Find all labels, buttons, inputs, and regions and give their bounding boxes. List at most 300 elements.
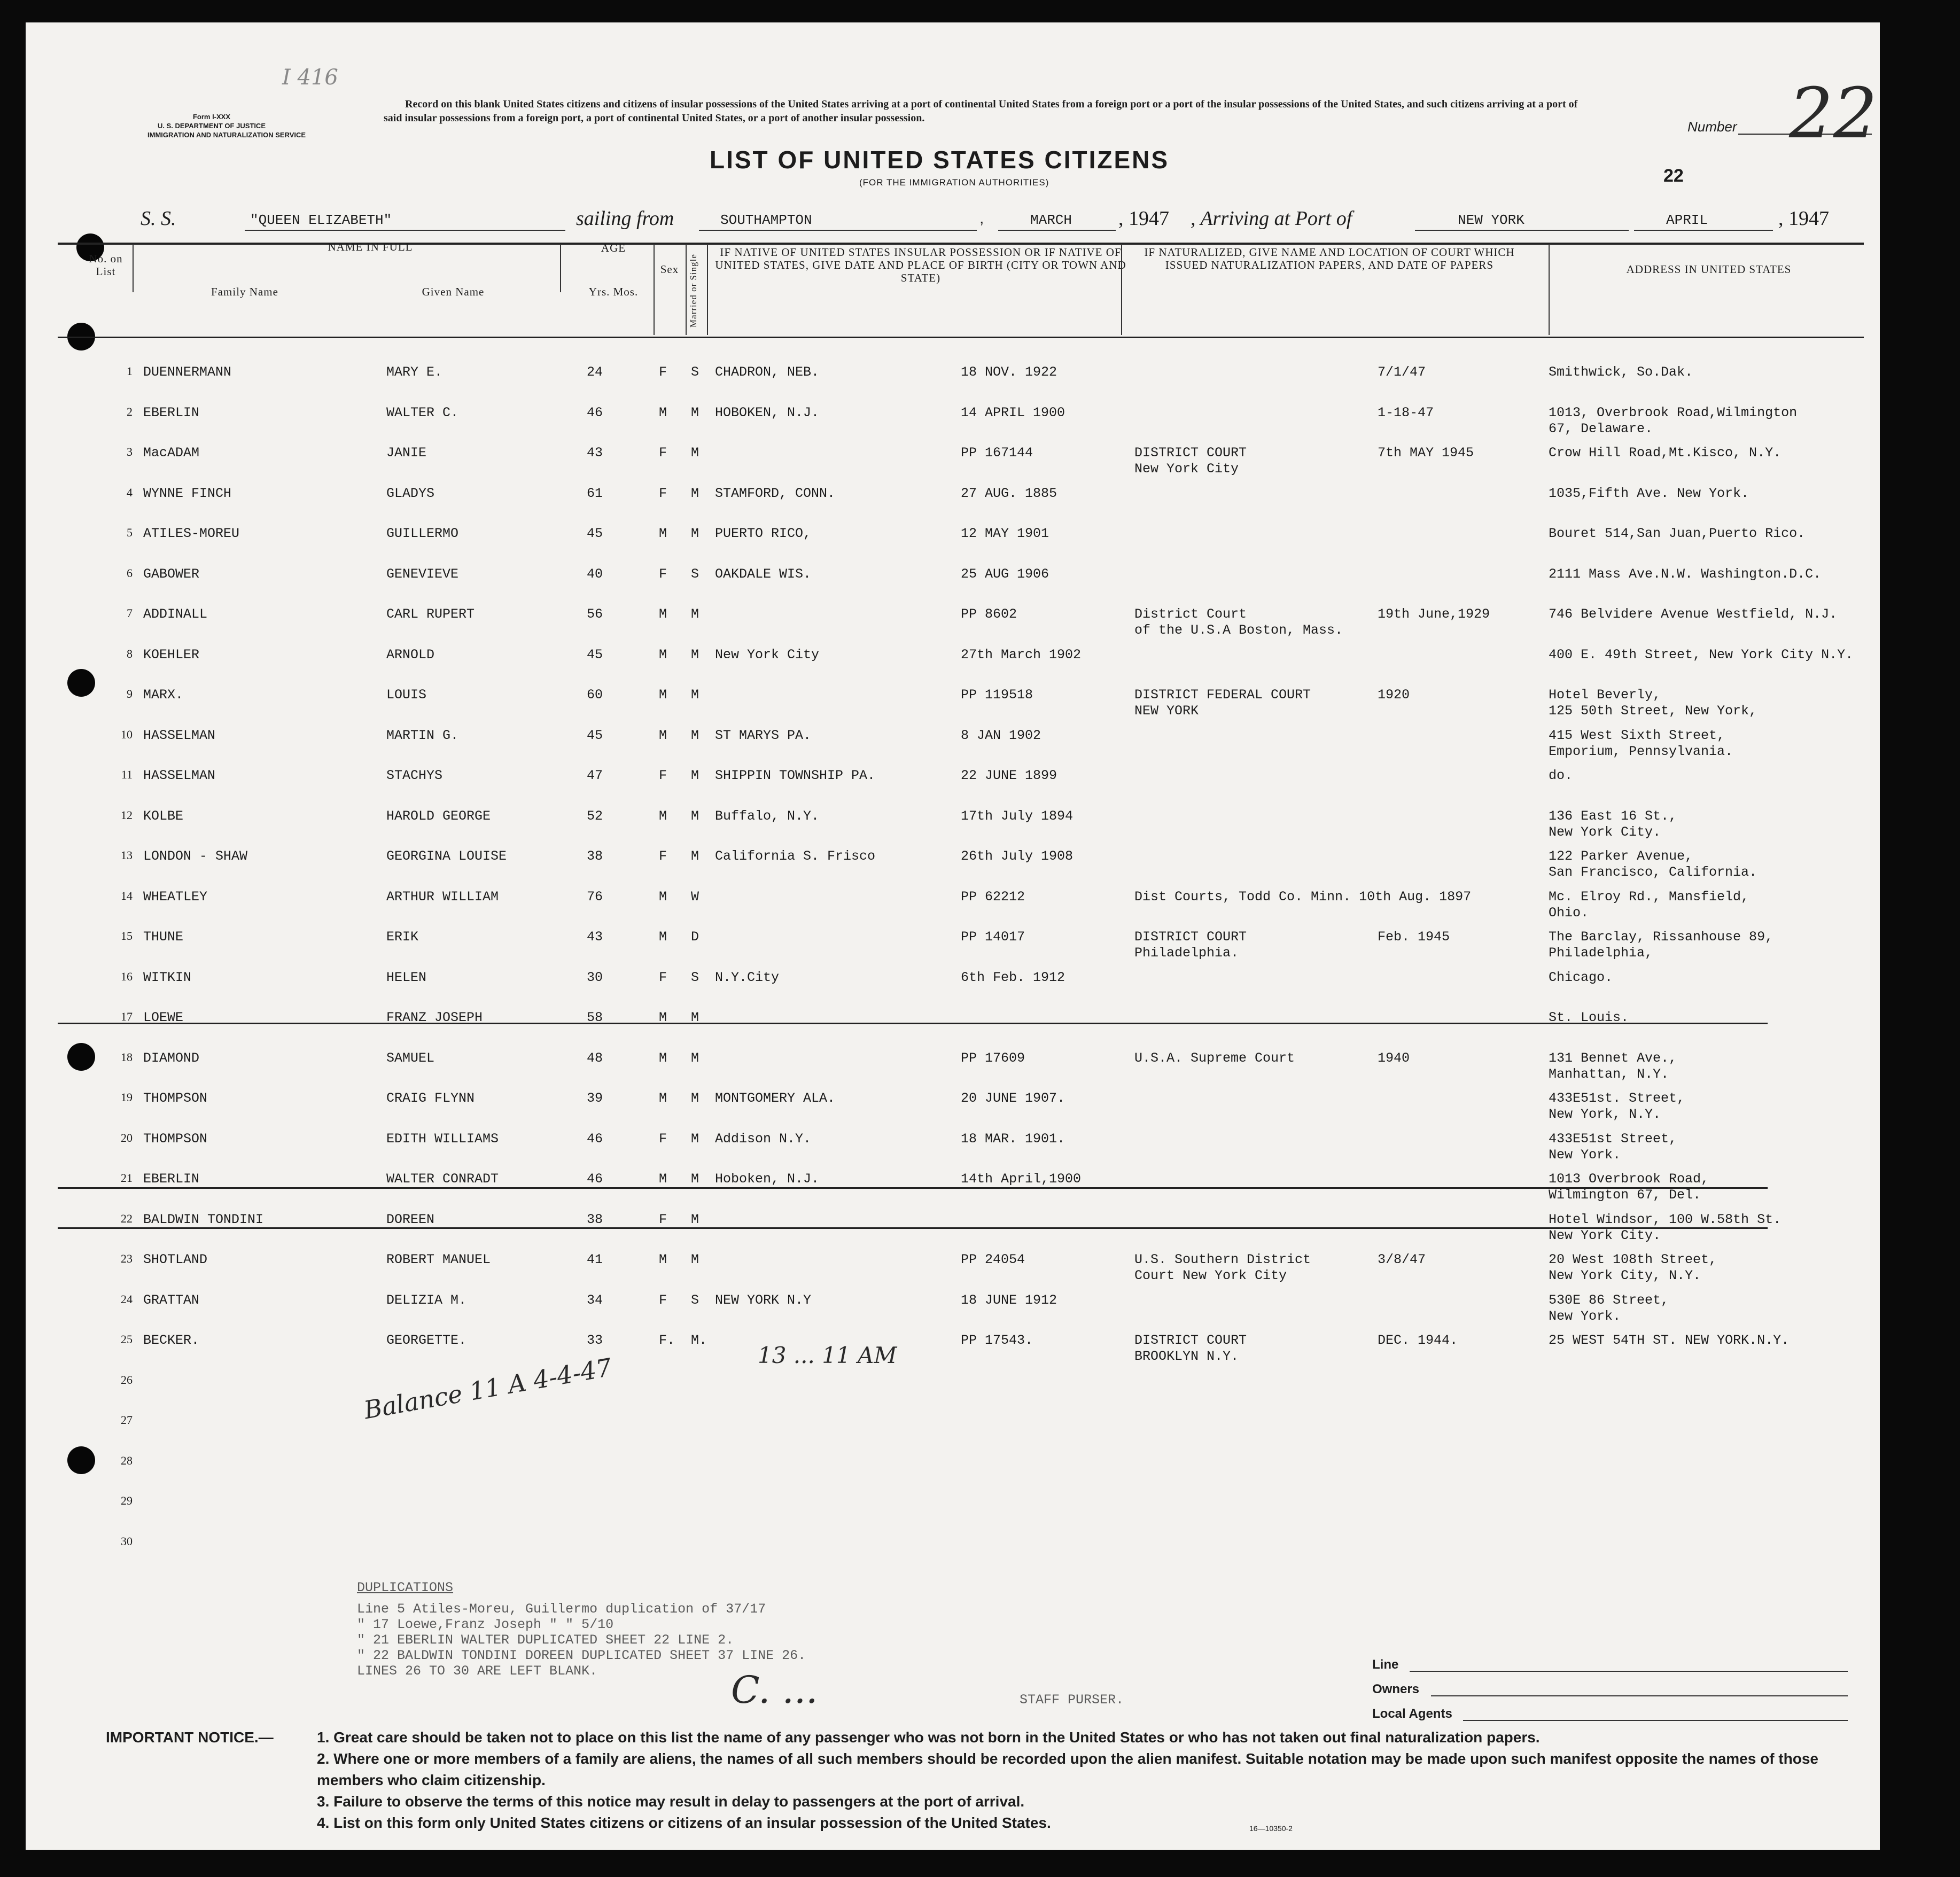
col-header-married-or-single: Married or Single bbox=[688, 254, 698, 328]
cell-sex: M bbox=[659, 889, 667, 905]
cell-date: 18 MAR. 1901. bbox=[961, 1131, 1065, 1147]
cell-ms: M. bbox=[691, 1333, 707, 1348]
print-code: 16—10350-2 bbox=[1249, 1824, 1293, 1833]
cell-date: PP 14017 bbox=[961, 929, 1025, 945]
row-number: 22 bbox=[121, 1211, 133, 1225]
cell-family: WYNNE FINCH bbox=[143, 485, 232, 501]
cell-given: HELEN bbox=[386, 969, 427, 985]
cell-sex: M bbox=[659, 647, 667, 663]
duplication-line: " 17 Loewe,Franz Joseph " " 5/10 bbox=[357, 1617, 614, 1632]
column-divider bbox=[686, 244, 687, 335]
cell-family: WITKIN bbox=[143, 969, 192, 985]
manifest-sheet bbox=[26, 22, 1880, 1850]
cell-sex: F bbox=[659, 1292, 667, 1308]
cell-sex: M bbox=[659, 606, 667, 622]
cell-given: FRANZ JOSEPH bbox=[386, 1010, 483, 1025]
cell-place: HOBOKEN, N.J. bbox=[715, 404, 820, 420]
cell-age: 45 bbox=[587, 727, 603, 743]
cell-age: 46 bbox=[587, 404, 603, 420]
cell-sex: F. bbox=[659, 1333, 675, 1348]
cell-ms: S bbox=[691, 364, 699, 380]
cell-age: 34 bbox=[587, 1292, 603, 1308]
cell-ms: M bbox=[691, 1252, 699, 1267]
cell-age: 43 bbox=[587, 929, 603, 945]
duplications-list bbox=[357, 1601, 806, 1679]
cell-family: WHEATLEY bbox=[143, 889, 208, 905]
cell-address: 530E 86 Street, bbox=[1549, 1292, 1669, 1308]
row-number: 21 bbox=[121, 1171, 133, 1185]
row-number: 5 bbox=[127, 526, 133, 539]
col-header-address: ADDRESS IN UNITED STATES bbox=[1626, 263, 1792, 276]
cell-age: 46 bbox=[587, 1131, 603, 1147]
cell-address: Hotel Beverly, bbox=[1549, 687, 1661, 703]
cell-age: 56 bbox=[587, 606, 603, 622]
cell-date: 6th Feb. 1912 bbox=[961, 969, 1065, 985]
cell-place: Buffalo, N.Y. bbox=[715, 808, 820, 824]
cell-date: PP 17543. bbox=[961, 1333, 1033, 1348]
row-number: 18 bbox=[121, 1050, 133, 1064]
col-header-no-on-list: No. on List bbox=[89, 252, 123, 278]
cell-sex: M bbox=[659, 727, 667, 743]
cell-ms: M bbox=[691, 1171, 699, 1187]
cell-sex: M bbox=[659, 1091, 667, 1106]
cell-ms: M bbox=[691, 485, 699, 501]
cell-family: THOMPSON bbox=[143, 1091, 208, 1106]
cell-family: ATILES-MOREU bbox=[143, 526, 240, 541]
row-number: 15 bbox=[121, 929, 133, 943]
local-agents-label: Local Agents bbox=[1372, 1707, 1452, 1721]
row-number: 26 bbox=[121, 1373, 133, 1387]
cell-place: MONTGOMERY ALA. bbox=[715, 1091, 836, 1106]
col-header-age: AGE bbox=[601, 242, 626, 254]
cell-ms: M bbox=[691, 445, 699, 461]
form-instructions: Record on this blank United States citizens and citizens of insular possessions of the United States arriving at a port of continental United States from a foreign port or a port of the insular possessions of the United States, and such citizens arriving at a port of said insular possessions from a foreign port, a port of continental United States, or a port of another insular possession. bbox=[384, 98, 1578, 124]
col-header-name-in-full: NAME IN FULL bbox=[328, 240, 413, 253]
strike-line-row-22 bbox=[58, 1227, 1768, 1229]
cell-place: New York City bbox=[715, 647, 820, 663]
cell-given: LOUIS bbox=[386, 687, 427, 703]
cell-address2: New York City. bbox=[1549, 824, 1661, 840]
cell-given: WALTER C. bbox=[386, 404, 459, 420]
column-divider bbox=[560, 244, 561, 292]
cell-family: HASSELMAN bbox=[143, 727, 216, 743]
row-number: 14 bbox=[121, 889, 133, 902]
cell-given: ARNOLD bbox=[386, 647, 435, 663]
row-number: 28 bbox=[121, 1453, 133, 1467]
row-number: 2 bbox=[127, 404, 133, 418]
punch-hole bbox=[67, 669, 95, 697]
cell-date: PP 119518 bbox=[961, 687, 1033, 703]
cell-sex: F bbox=[659, 485, 667, 501]
cell-family: BALDWIN TONDINI bbox=[143, 1211, 264, 1227]
row-number: 29 bbox=[121, 1494, 133, 1507]
cell-date: 27th March 1902 bbox=[961, 647, 1082, 663]
cell-sex: M bbox=[659, 687, 667, 703]
cell-family: KOLBE bbox=[143, 808, 184, 824]
cell-place: Hoboken, N.J. bbox=[715, 1171, 820, 1187]
cell-address: 25 WEST 54TH ST. NEW YORK.N.Y. bbox=[1549, 1333, 1790, 1348]
cell-age: 30 bbox=[587, 969, 603, 985]
duplications-heading: DUPLICATIONS bbox=[357, 1580, 454, 1595]
cell-family: SHOTLAND bbox=[143, 1252, 208, 1267]
cell-address: 136 East 16 St., bbox=[1549, 808, 1677, 824]
cell-family: DIAMOND bbox=[143, 1050, 200, 1066]
cell-given: ERIK bbox=[386, 929, 419, 945]
sheet-number-handwritten: 22 bbox=[1789, 73, 1878, 154]
cell-sex: F bbox=[659, 445, 667, 461]
cell-given: CARL RUPERT bbox=[386, 606, 475, 622]
column-divider bbox=[654, 244, 655, 335]
cell-address: Smithwick, So.Dak. bbox=[1549, 364, 1693, 380]
cell-place: OAKDALE WIS. bbox=[715, 566, 812, 582]
duplication-line: LINES 26 TO 30 ARE LEFT BLANK. bbox=[357, 1663, 598, 1679]
cell-date: 17th July 1894 bbox=[961, 808, 1074, 824]
row-number: 19 bbox=[121, 1091, 133, 1104]
cell-address2: Philadelphia, bbox=[1549, 945, 1653, 961]
row-number: 11 bbox=[121, 768, 133, 781]
notice-item: 2. Where one or more members of a family are aliens, the names of all such members should be recorded upon the alien manifest. Suitable notation may be made upon such manifest opposite the names of those members who claim citizenship. bbox=[317, 1750, 1818, 1788]
cell-sex: M bbox=[659, 1050, 667, 1066]
cell-ms: M bbox=[691, 647, 699, 663]
cell-family: EBERLIN bbox=[143, 404, 200, 420]
row-number: 4 bbox=[127, 485, 133, 499]
column-divider bbox=[707, 244, 708, 335]
cell-sex: M bbox=[659, 1171, 667, 1187]
line-label: Line bbox=[1372, 1657, 1399, 1672]
cell-place: SHIPPIN TOWNSHIP PA. bbox=[715, 768, 876, 783]
row-number: 23 bbox=[121, 1252, 133, 1265]
cell-place: CHADRON, NEB. bbox=[715, 364, 820, 380]
cell-ms: M bbox=[691, 1091, 699, 1106]
cell-ms: M bbox=[691, 404, 699, 420]
ship-underline bbox=[245, 230, 565, 231]
cell-address: St. Louis. bbox=[1549, 1010, 1629, 1025]
form-identifier bbox=[147, 112, 306, 139]
cell-court: DISTRICT COURT bbox=[1134, 445, 1247, 461]
form-number: Form I-XXX bbox=[192, 113, 231, 121]
cell-family: THUNE bbox=[143, 929, 184, 945]
cell-ms: S bbox=[691, 566, 699, 582]
cell-date: 18 JUNE 1912 bbox=[961, 1292, 1057, 1308]
departure-year: , 1947 bbox=[1118, 207, 1169, 230]
cell-date: 26th July 1908 bbox=[961, 848, 1074, 864]
cell-address2: New York, N.Y. bbox=[1549, 1107, 1661, 1122]
owners-label: Owners bbox=[1372, 1682, 1420, 1696]
handwritten-time-note: 13 ... 11 AM bbox=[758, 1342, 897, 1368]
arrival-port-underline bbox=[1415, 230, 1629, 231]
cell-address2: New York. bbox=[1549, 1147, 1621, 1163]
cell-natdate: 1-18-47 bbox=[1378, 404, 1434, 420]
cell-natdate: 3/8/47 bbox=[1378, 1252, 1426, 1267]
cell-sex: F bbox=[659, 1211, 667, 1227]
cell-given: GUILLERMO bbox=[386, 526, 459, 541]
cell-date: 14 APRIL 1900 bbox=[961, 404, 1065, 420]
cell-age: 39 bbox=[587, 1091, 603, 1106]
cell-family: MacADAM bbox=[143, 445, 200, 461]
cell-court2: New York City bbox=[1134, 461, 1239, 477]
row-number: 1 bbox=[127, 364, 133, 378]
cell-court2: BROOKLYN N.Y. bbox=[1134, 1349, 1239, 1364]
cell-date: 12 MAY 1901 bbox=[961, 526, 1049, 541]
cell-sex: F bbox=[659, 364, 667, 380]
cell-address2: Wilmington 67, Del. bbox=[1549, 1187, 1701, 1203]
cell-date: PP 17609 bbox=[961, 1050, 1025, 1066]
cell-given: GEORGETTE. bbox=[386, 1333, 467, 1348]
arrival-month-underline bbox=[1634, 230, 1773, 231]
cell-given: WALTER CONRADT bbox=[386, 1171, 499, 1187]
cell-sex: M bbox=[659, 1010, 667, 1025]
cell-family: LONDON - SHAW bbox=[143, 848, 248, 864]
cell-address2: New York City, N.Y. bbox=[1549, 1268, 1701, 1283]
cell-age: 46 bbox=[587, 1171, 603, 1187]
cell-address: do. bbox=[1549, 768, 1573, 783]
cell-ms: D bbox=[691, 929, 699, 945]
cell-ms: M bbox=[691, 808, 699, 824]
cell-given: GEORGINA LOUISE bbox=[386, 848, 507, 864]
row-number: 20 bbox=[121, 1131, 133, 1144]
column-divider bbox=[1549, 244, 1550, 335]
cell-address: 122 Parker Avenue, bbox=[1549, 848, 1693, 864]
cell-given: MARY E. bbox=[386, 364, 443, 380]
cell-natdate: 19th June,1929 bbox=[1378, 606, 1490, 622]
cell-age: 58 bbox=[587, 1010, 603, 1025]
row-number: 24 bbox=[121, 1292, 133, 1306]
cell-date: 22 JUNE 1899 bbox=[961, 768, 1057, 783]
cell-court: DISTRICT COURT bbox=[1134, 929, 1247, 945]
ship-name: "QUEEN ELIZABETH" bbox=[250, 212, 392, 228]
cell-family: HASSELMAN bbox=[143, 768, 216, 783]
cell-address: Mc. Elroy Rd., Mansfield, bbox=[1549, 889, 1749, 905]
month-underline bbox=[998, 230, 1116, 231]
cell-court: DISTRICT FEDERAL COURT bbox=[1134, 687, 1311, 703]
cell-address: 20 West 108th Street, bbox=[1549, 1252, 1717, 1267]
cell-address: 400 E. 49th Street, New York City N.Y. bbox=[1549, 647, 1854, 663]
cell-address: The Barclay, Rissanhouse 89, bbox=[1549, 929, 1774, 945]
row-number: 8 bbox=[127, 647, 133, 660]
cell-court2: NEW YORK bbox=[1134, 703, 1199, 719]
cell-place: California S. Frisco bbox=[715, 848, 876, 864]
punch-hole bbox=[67, 1446, 95, 1474]
cell-date: 18 NOV. 1922 bbox=[961, 364, 1057, 380]
cell-ms: M bbox=[691, 687, 699, 703]
cell-age: 45 bbox=[587, 526, 603, 541]
col-header-sex: Sex bbox=[660, 263, 679, 276]
cell-date: 8 JAN 1902 bbox=[961, 727, 1041, 743]
cell-family: MARX. bbox=[143, 687, 184, 703]
cell-date: 25 AUG 1906 bbox=[961, 566, 1049, 582]
table-header-bottom-rule bbox=[58, 337, 1864, 338]
cell-given: DELIZIA M. bbox=[386, 1292, 467, 1308]
cell-sex: F bbox=[659, 969, 667, 985]
cell-given: HAROLD GEORGE bbox=[386, 808, 491, 824]
page-title: LIST OF UNITED STATES CITIZENS bbox=[710, 146, 1170, 174]
cell-address: 1013, Overbrook Road,Wilmington bbox=[1549, 404, 1798, 420]
cell-address2: San Francisco, California. bbox=[1549, 864, 1757, 880]
duplication-line: " 22 BALDWIN TONDINI DOREEN DUPLICATED SHEET 37 LINE 26. bbox=[357, 1648, 806, 1663]
cell-family: BECKER. bbox=[143, 1333, 200, 1348]
cell-address: 415 West Sixth Street, bbox=[1549, 727, 1725, 743]
cell-given: SAMUEL bbox=[386, 1050, 435, 1066]
cell-court: U.S.A. Supreme Court bbox=[1134, 1050, 1295, 1066]
cell-ms: M bbox=[691, 768, 699, 783]
sheet-number-printed: 22 bbox=[1663, 166, 1684, 186]
cell-ms: M bbox=[691, 526, 699, 541]
cell-address2: New York. bbox=[1549, 1308, 1621, 1324]
cell-ms: W bbox=[691, 889, 699, 905]
row-number: 16 bbox=[121, 969, 133, 983]
cell-address: Crow Hill Road,Mt.Kisco, N.Y. bbox=[1549, 445, 1782, 461]
row-number: 12 bbox=[121, 808, 133, 822]
row-number: 27 bbox=[121, 1413, 133, 1427]
cell-sex: F bbox=[659, 768, 667, 783]
cell-given: STACHYS bbox=[386, 768, 443, 783]
cell-given: JANIE bbox=[386, 445, 427, 461]
sailing-from-label: sailing from bbox=[576, 207, 674, 230]
cell-address: Hotel Windsor, 100 W.58th St. bbox=[1549, 1211, 1782, 1227]
arriving-label: , Arriving at Port of bbox=[1191, 207, 1352, 230]
cell-date: PP 8602 bbox=[961, 606, 1017, 622]
cell-address2: 67, Delaware. bbox=[1549, 420, 1653, 437]
cell-sex: M bbox=[659, 526, 667, 541]
strike-line-row-21 bbox=[58, 1187, 1768, 1189]
duplication-line: Line 5 Atiles-Moreu, Guillermo duplication of 37/17 bbox=[357, 1601, 766, 1617]
cell-ms: S bbox=[691, 969, 699, 985]
cell-age: 41 bbox=[587, 1252, 603, 1267]
cell-address: 2111 Mass Ave.N.W. Washington.D.C. bbox=[1549, 566, 1822, 582]
row-number: 17 bbox=[121, 1010, 133, 1023]
cell-given: DOREEN bbox=[386, 1211, 435, 1227]
cell-place: STAMFORD, CONN. bbox=[715, 485, 836, 501]
cell-family: EBERLIN bbox=[143, 1171, 200, 1187]
port-of-departure: SOUTHAMPTON bbox=[720, 212, 812, 228]
cell-family: GRATTAN bbox=[143, 1292, 200, 1308]
purser-signature: C. ... bbox=[731, 1668, 818, 1712]
handwritten-note-top: I 416 bbox=[282, 65, 338, 90]
cell-date: 20 JUNE 1907. bbox=[961, 1091, 1065, 1106]
column-divider bbox=[1121, 244, 1122, 335]
cell-ms: M bbox=[691, 1050, 699, 1066]
cell-age: 45 bbox=[587, 647, 603, 663]
cell-date: 14th April,1900 bbox=[961, 1171, 1082, 1187]
cell-place: N.Y.City bbox=[715, 969, 780, 985]
number-label: Number bbox=[1687, 119, 1737, 135]
cell-place: Addison N.Y. bbox=[715, 1131, 812, 1147]
cell-given: GENEVIEVE bbox=[386, 566, 459, 582]
cell-natdate: 7/1/47 bbox=[1378, 364, 1426, 380]
cell-address: 1035,Fifth Ave. New York. bbox=[1549, 485, 1749, 501]
notice-item: 4. List on this form only United States citizens or citizens of an insular possession of the United States. bbox=[317, 1814, 1051, 1831]
port-underline bbox=[699, 230, 977, 231]
cell-natdate: 7th MAY 1945 bbox=[1378, 445, 1474, 461]
cell-address: 1013 Overbrook Road, bbox=[1549, 1171, 1709, 1187]
cell-court: Dist Courts, Todd Co. Minn. 10th Aug. 1897 bbox=[1134, 889, 1472, 905]
page-subtitle: (FOR THE IMMIGRATION AUTHORITIES) bbox=[859, 177, 1049, 188]
cell-address: 746 Belvidere Avenue Westfield, N.J. bbox=[1549, 606, 1838, 622]
cell-ms: M bbox=[691, 606, 699, 622]
cell-court2: Court New York City bbox=[1134, 1268, 1287, 1283]
cell-age: 48 bbox=[587, 1050, 603, 1066]
row-number: 3 bbox=[127, 445, 133, 458]
cell-place: NEW YORK N.Y bbox=[715, 1292, 812, 1308]
cell-court: District Court bbox=[1134, 606, 1247, 622]
cell-date: 27 AUG. 1885 bbox=[961, 485, 1057, 501]
cell-court2: Philadelphia. bbox=[1134, 945, 1239, 961]
cell-address2: Emporium, Pennsylvania. bbox=[1549, 743, 1733, 759]
cell-sex: M bbox=[659, 404, 667, 420]
cell-family: GABOWER bbox=[143, 566, 200, 582]
ship-label: S. S. bbox=[141, 207, 176, 230]
row-number: 25 bbox=[121, 1333, 133, 1346]
cell-sex: F bbox=[659, 848, 667, 864]
cell-place: PUERTO RICO, bbox=[715, 526, 812, 541]
col-header-given-name: Given Name bbox=[422, 285, 485, 298]
col-header-family-name: Family Name bbox=[211, 285, 278, 298]
col-header-naturalization: IF NATURALIZED, GIVE NAME AND LOCATION OF COURT WHICH ISSUED NATURALIZATION PAPERS, AND DATE OF PAPERS bbox=[1144, 246, 1515, 271]
cell-given: ARTHUR WILLIAM bbox=[386, 889, 499, 905]
col-header-yrs-mos: Yrs. Mos. bbox=[588, 285, 639, 298]
row-number: 9 bbox=[127, 687, 133, 700]
cell-address: 433E51st Street, bbox=[1549, 1131, 1677, 1147]
cell-age: 60 bbox=[587, 687, 603, 703]
cell-ms: M bbox=[691, 848, 699, 864]
cell-court2: of the U.S.A Boston, Mass. bbox=[1134, 622, 1343, 638]
staff-purser-label: STAFF PURSER. bbox=[1020, 1692, 1124, 1708]
arrival-year: , 1947 bbox=[1778, 207, 1829, 230]
departure-month: MARCH bbox=[1030, 212, 1072, 228]
row-number: 6 bbox=[127, 566, 133, 580]
cell-natdate: 1940 bbox=[1378, 1050, 1410, 1066]
cell-ms: S bbox=[691, 1292, 699, 1308]
cell-sex: M bbox=[659, 1252, 667, 1267]
cell-ms: M bbox=[691, 1211, 699, 1227]
agents-field-underline bbox=[1463, 1720, 1848, 1721]
row-number: 13 bbox=[121, 848, 133, 862]
cell-age: 38 bbox=[587, 848, 603, 864]
row-number: 30 bbox=[121, 1534, 133, 1548]
cell-natdate: 1920 bbox=[1378, 687, 1410, 703]
cell-address: 131 Bennet Ave., bbox=[1549, 1050, 1677, 1066]
cell-given: EDITH WILLIAMS bbox=[386, 1131, 499, 1147]
cell-date: PP 62212 bbox=[961, 889, 1025, 905]
punch-hole bbox=[67, 1043, 95, 1071]
cell-age: 47 bbox=[587, 768, 603, 783]
line-field-underline bbox=[1410, 1671, 1848, 1672]
cell-age: 52 bbox=[587, 808, 603, 824]
cell-given: GLADYS bbox=[386, 485, 435, 501]
cell-age: 33 bbox=[587, 1333, 603, 1348]
cell-court: U.S. Southern District bbox=[1134, 1252, 1311, 1267]
row-number: 10 bbox=[121, 727, 133, 741]
cell-age: 61 bbox=[587, 485, 603, 501]
cell-ms: M bbox=[691, 1131, 699, 1147]
cell-address: Chicago. bbox=[1549, 969, 1613, 985]
cell-age: 24 bbox=[587, 364, 603, 380]
agency-line: U. S. DEPARTMENT OF JUSTICE bbox=[158, 122, 266, 130]
column-divider bbox=[133, 244, 134, 292]
strike-line-row-17 bbox=[58, 1023, 1768, 1024]
cell-place: ST MARYS PA. bbox=[715, 727, 812, 743]
port-of-arrival: NEW YORK bbox=[1458, 212, 1525, 228]
cell-sex: M bbox=[659, 808, 667, 824]
cell-address2: New York City. bbox=[1549, 1227, 1661, 1243]
cell-date: PP 167144 bbox=[961, 445, 1033, 461]
cell-sex: M bbox=[659, 929, 667, 945]
cell-given: MARTIN G. bbox=[386, 727, 459, 743]
cell-court: DISTRICT COURT bbox=[1134, 1333, 1247, 1348]
cell-age: 38 bbox=[587, 1211, 603, 1227]
notice-item: 1. Great care should be taken not to place on this list the name of any passenger who was not born in the United States or who has not taken out final naturalization papers. bbox=[317, 1729, 1540, 1746]
cell-sex: F bbox=[659, 1131, 667, 1147]
